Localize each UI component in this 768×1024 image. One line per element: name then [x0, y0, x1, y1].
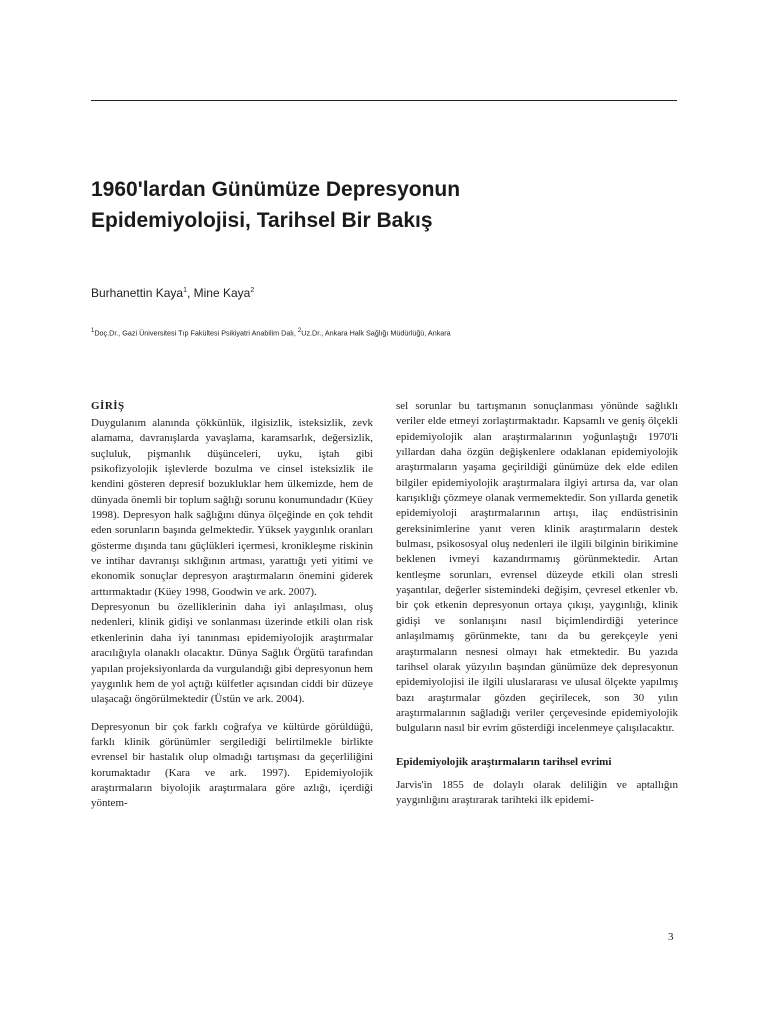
affiliation-text: Doç.Dr., Gazi Üniversitesi Tıp Fakültesi Psikiyatri Anabilim Dalı,: [94, 328, 298, 338]
subsection-heading: Epidemiyolojik araştırmaların tarihsel evrimi: [396, 755, 612, 768]
body-paragraph: Jarvis'in 1855 de dolaylı olarak deliliğin ve aptallığın yaygınlığını araştırarak tarihteki ilk epidemi-: [396, 778, 678, 806]
affiliation-mark: 1: [91, 328, 95, 334]
right-column: [396, 399, 678, 808]
article-title: [91, 174, 691, 236]
author-name: Burhanettin Kaya: [91, 286, 184, 300]
title-line-2: Epidemiyolojisi, Tarihsel Bir Bakış: [91, 209, 433, 232]
page-number: 3: [668, 931, 674, 943]
affiliation-mark: 2: [297, 328, 302, 334]
author-list: [91, 286, 254, 300]
author-separator: ,: [186, 286, 194, 300]
author-name: Mine Kaya: [193, 286, 251, 300]
body-paragraph: Depresyonun bu özelliklerinin daha iyi anlaşılması, oluş nedenleri, klinik gidişi ve sonlanması üzerinde etkili olan risk etkenlerinin daha iyi tanınması epidemiyolojik araştırmalar aracılığıyla olanaklı olacaktır. Dünya Sağlık Örgütü tarafından yapılan projeksiyonlarda da vurgulandığı gibi depresyonun hem yaygınlık hem de yol açtığı külfetler açısından ciddi bir düzeye ulaşacağı öngörülmektedir (Üstün ve ark. 2004).: [91, 601, 373, 706]
affiliations: [91, 328, 451, 337]
title-line-1: 1960'lardan Günümüze Depresyonun: [91, 178, 461, 201]
section-heading: GİRİŞ: [91, 400, 125, 412]
author-affiliation-mark: 1: [183, 287, 187, 294]
affiliation-text: Uz.Dr., Ankara Halk Sağlığı Müdürlüğü, Ankara: [301, 328, 451, 338]
body-paragraph: Depresyonun bir çok farklı coğrafya ve kültürde görüldüğü, farklı klinik görünümler sergilediği belirtilmekle birlikte evrensel bir hastalık olup olmadığı tartışması da geçerliliğini korumaktadır (Kara ve ark. 1997). Epidemiyolojik araştırmaların biyolojik araştırmalara göre azlığı, içerdiği yöntem-: [91, 720, 373, 810]
left-column: [91, 399, 373, 812]
author-affiliation-mark: 2: [250, 287, 255, 294]
body-paragraph: sel sorunlar bu tartışmanın sonuçlanması yönünde sağlıklı veriler elde etmeyi zorlaştırmaktadır. Kapsamlı ve geniş ölçekli epidemiyolojik alan araştırmalarının yoğunlaştığı 1970'li yıllardan daha özgün değişkenlere odaklanan epidemiyolojik araştırmaların yaşama geçirildiği günümüze dek elde edilen bilgiler epidemiyolojik araştırmalara ilgiyi artırsa da, var olan karışıklığı çözmeye olanak vermemektedir. Son yıllarda genetik epidemiyoloji araştırmalarının artışı, ilaç endüstrisinin gereksinimlerine yanıt veren klinik araştırmaların destek bulması, psikososyal oluş nedenleri ile ilgili bilginin birikimine beklenen ivmeyi kazandırmamış görünmektedir. Artan kentleşme sorunları, evrensel düzeyde etkili olan stresli yaşantılar, değerler sistemindeki değişim, çevresel etkenler vb. bir çok etkenin depresyonun ortaya çıkışı, yaygınlığı, klinik gidişi ve sonlanışını nasıl biçimlendirdiği yeterince anlaşılmamış görünmekte, tanı da bu gerekçeyle yeni araştırmaların nesnesi olmayı hak etmektedir. Bu yazıda tarihsel olarak yüzyılın başından günümüze dek depresyonun epidemiyolojisi ile ilgili uluslararası ve ulusal ölçekte yapılmış bazı araştırmalar gözden geçirilecek, son 30 yılın araştırmalarının sağladığı veriler çerçevesinde epidemiyolojik bulguların nasıl bir evrim gösterdiği incelenmeye çalışılacaktır.: [396, 400, 678, 735]
body-paragraph: Duygulanım alanında çökkünlük, ilgisizlik, isteksizlik, zevk alamama, davranışlarda yavaşlama, karamsarlık, değersizlik, suçluluk, pişmanlık düşünceleri, uyku, iştah gibi psikofizyolojik işlevlerde bozulma ve cinsel isteksizlik ile kendini gösteren depresif bozukluklar hem ülkemizde, hem de dünyada önemli bir toplum sağlığı sorunu konumundadır (Küey 1998). Depresyon halk sağlığını dünya ölçeğinde en çok tehdit eden sorunların başında gelmektedir. Yüksek yaygınlık oranları gösterme dışında tanı güçlükleri içermesi, kronikleşme riskinin ve intihar davranışı sıklığının artması, yarattığı yeti yitimi ve ekonomik sonuçlar depresyon araştırmaların önemini giderek arttırmaktadır (Küey 1998, Goodwin ve ark. 2007).: [91, 417, 373, 598]
top-rule: [91, 100, 677, 101]
